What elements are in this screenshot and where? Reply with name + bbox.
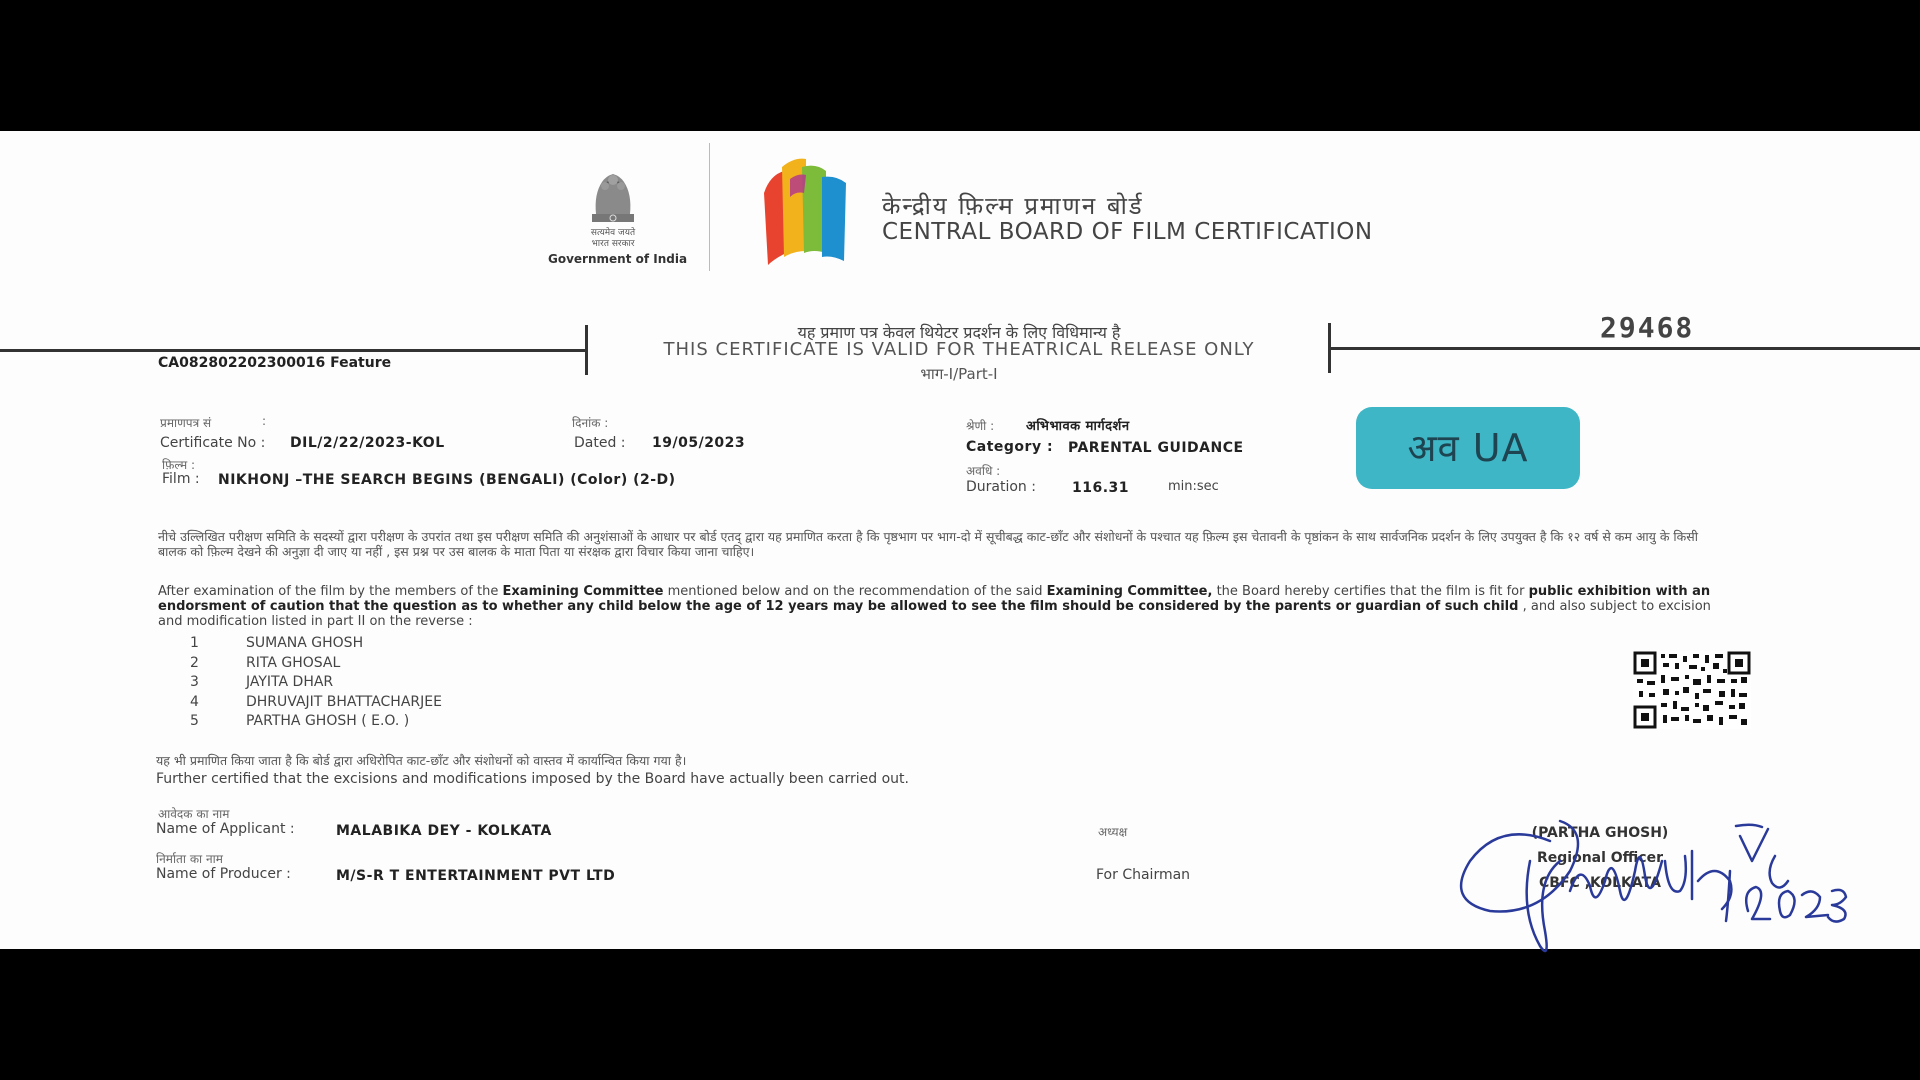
serial-number: 29468 <box>1600 311 1695 344</box>
statement-english: After examination of the film by the members of the Examining Committee mentioned below and on the recommendation of the said Examining Committee, the Board hereby certifies that the film is fit for public exhibition with an endorsment of caution that the question as to whether any child below the age of 12 years may be allowed to see the film should be considered by the parents or guardian of such child , and also subject to excision and modification listed in part II on the reverse : <box>158 584 1711 629</box>
certificate-no-hindi-colon: : <box>262 414 267 428</box>
certificate-no-value: DIL/2/22/2023-KOL <box>290 435 445 451</box>
handwritten-signature <box>1430 711 1860 1001</box>
list-item: 5 PARTHA GHOSH ( E.O. ) <box>190 713 410 729</box>
producer-label: Name of Producer : <box>156 866 291 882</box>
further-hindi: यह भी प्रमाणित किया जाता है कि बोर्ड द्वारा अधिरोपित काट-छाँट और संशोधनों को वास्तव में कार्यान्वित किया गया है। <box>156 753 687 768</box>
part-label: भाग-I/Part-I <box>920 365 998 383</box>
right-rule <box>1330 347 1920 350</box>
film-value: NIKHONJ –THE SEARCH BEGINS (BENGALI) (Color) (2-D) <box>218 472 676 488</box>
dated-value: 19/05/2023 <box>652 435 746 451</box>
category-label: Category : <box>966 439 1054 455</box>
cbfc-logo-icon <box>760 153 870 272</box>
producer-value: M/S-R T ENTERTAINMENT PVT LTD <box>336 868 616 884</box>
ashoka-emblem-icon <box>578 158 648 228</box>
left-rule <box>0 349 588 352</box>
file-reference: CA082802202300016 Feature <box>158 355 392 371</box>
org-title-hindi: केन्द्रीय फ़िल्म प्रमाणन बोर्ड <box>882 192 1144 220</box>
list-item: 1 SUMANA GHOSH <box>190 635 364 651</box>
duration-label: Duration : <box>966 479 1036 495</box>
producer-hindi-label: निर्माता का नाम <box>156 852 223 866</box>
signatory-name: (PARTHA GHOSH) <box>1531 825 1669 841</box>
committee-member-list <box>190 634 442 732</box>
government-emblem <box>548 158 688 278</box>
chairman-hindi-label: अध्यक्ष <box>1098 825 1128 839</box>
category-hindi-label: श्रेणी : <box>966 419 995 433</box>
list-item: 4 DHRUVAJIT BHATTACHARJEE <box>190 693 442 710</box>
emblem-subtitle: भारत सरकार <box>591 239 635 249</box>
dated-label: Dated : <box>574 435 626 451</box>
applicant-hindi-label: आवेदक का नाम <box>158 807 230 821</box>
duration-unit: min:sec <box>1168 479 1219 494</box>
applicant-label: Name of Applicant : <box>156 821 295 837</box>
statement-hindi: नीचे उल्लिखित परीक्षण समिति के सदस्यों द्वारा परीक्षण के उपरांत तथा इस परीक्षण समिति की अनुशंसाओं के आधार पर बोर्ड एतद् द्वारा यह प्रमाणित करता है कि पृष्ठभाग पर भाग-दो में सूचीबद्ध काट-छाँट और संशोधनों के पश्चात यह फ़िल्म इस चेतावनी के पृष्ठांकन के साथ सार्वजनिक प्रदर्शन के लिए उपयुक्त है कि १२ वर्ष से कम आयु के किसी बालक को फ़िल्म देखने की अनुज्ञा दी जाए या नहीं , इस प्रश्न पर उस बालक के माता पिता या संरक्षक द्वारा विचार किया जाना चाहिए। <box>158 529 1698 559</box>
category-hindi-value: अभिभावक मार्गदर्शन <box>1026 419 1130 434</box>
category-value: PARENTAL GUIDANCE <box>1068 440 1244 456</box>
government-label: Government of India <box>548 252 688 266</box>
certificate-no-label: Certificate No : <box>160 435 266 451</box>
certificate-sheet <box>0 131 1920 949</box>
validity-hindi: यह प्रमाण पत्र केवल थियेटर प्रदर्शन के लिए विधिमान्य है <box>797 323 1121 342</box>
further-english: Further certified that the excisions and modifications imposed by the Board have actually been carried out. <box>156 771 909 787</box>
validity-english: THIS CERTIFICATE IS VALID FOR THEATRICAL RELEASE ONLY <box>663 339 1255 360</box>
list-item: 3 JAYITA DHAR <box>190 674 334 690</box>
emblem-motto: सत्यमेव जयते <box>590 228 636 238</box>
signatory-title: Regional Officer <box>1536 850 1663 866</box>
chairman-label: For Chairman <box>1096 867 1191 883</box>
list-item: 2 RITA GHOSAL <box>190 654 341 671</box>
signatory-office: CBFC ,KOLKATA <box>1539 875 1661 891</box>
applicant-value: MALABIKA DEY - KOLKATA <box>336 823 552 839</box>
header-divider <box>709 143 710 271</box>
film-hindi-label: फ़िल्म : <box>162 458 196 472</box>
duration-value: 116.31 <box>1072 480 1130 496</box>
org-title-english: CENTRAL BOARD OF FILM CERTIFICATION <box>882 219 1373 245</box>
duration-hindi-label: अवधि : <box>966 464 1001 478</box>
certificate-no-hindi-label: प्रमाणपत्र सं <box>160 416 212 430</box>
dated-hindi-label: दिनांक : <box>572 416 609 430</box>
film-label: Film : <box>162 471 200 487</box>
rating-badge: अव UA <box>1356 407 1580 489</box>
